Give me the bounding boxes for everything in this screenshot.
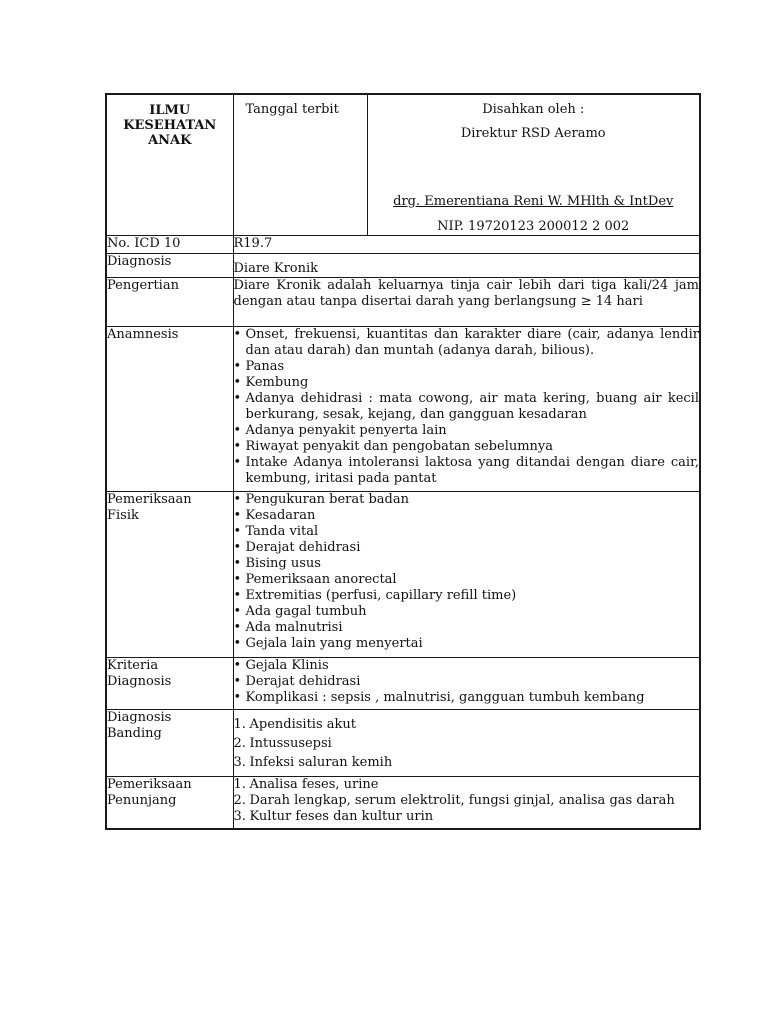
icd-value: R19.7 xyxy=(233,236,700,254)
pemeriksaan-penunjang-cell xyxy=(233,777,700,830)
diagnosis-banding-list xyxy=(234,717,700,771)
item-text: Apendisitis akut xyxy=(249,717,356,732)
list-item: • Extremitias (perfusi, capillary refill time) xyxy=(234,588,700,604)
list-item: • Ada gagal tumbuh xyxy=(234,604,700,620)
diagnosis-label: Diagnosis xyxy=(106,254,233,278)
approved-by-label: Disahkan oleh : xyxy=(482,102,585,117)
department-line: ILMU xyxy=(149,103,191,118)
list-item: • Ada malnutrisi xyxy=(234,620,700,636)
issue-date-cell xyxy=(233,94,367,236)
item-number: 2. xyxy=(233,793,246,808)
signer-nip: NIP. 19720123 200012 2 002 xyxy=(437,219,630,234)
list-item xyxy=(234,717,700,733)
list-item: • Komplikasi : sepsis , malnutrisi, gangguan tumbuh kembang xyxy=(234,690,700,706)
list-item xyxy=(234,793,700,809)
list-item: • Tanda vital xyxy=(234,524,700,540)
diagnosis-banding-label xyxy=(106,710,233,777)
approver-title: Direktur RSD Aeramo xyxy=(460,126,606,141)
pengertian-row xyxy=(106,278,700,327)
diagnosis-banding-cell xyxy=(233,710,700,777)
list-item: • Onset, frekuensi, kuantitas dan karakter diare (cair, adanya lendir dan atau darah) dan muntah (adanya darah, bilious). xyxy=(234,327,700,359)
anamnesis-label: Anamnesis xyxy=(106,327,233,492)
list-item: • Pengukuran berat badan xyxy=(234,492,700,508)
anamnesis-cell xyxy=(233,327,700,492)
icd-label: No. ICD 10 xyxy=(106,236,233,254)
clinical-guideline-table xyxy=(105,93,701,830)
diagnosis-value: Diare Kronik xyxy=(233,254,700,278)
pengertian-cell xyxy=(233,278,700,327)
list-item: • Pemeriksaan anorectal xyxy=(234,572,700,588)
department-title xyxy=(107,95,233,148)
list-item: • Bising usus xyxy=(234,556,700,572)
pemeriksaan-fisik-row xyxy=(106,492,700,658)
kriteria-diagnosis-label xyxy=(106,658,233,710)
list-item xyxy=(234,777,700,793)
item-number: 2. xyxy=(233,736,246,751)
pemeriksaan-penunjang-list xyxy=(234,777,700,825)
pengertian-label: Pengertian xyxy=(106,278,233,327)
approval-cell xyxy=(367,94,700,236)
item-number: 3. xyxy=(233,755,246,770)
list-item: • Riwayat penyakit dan pengobatan sebelumnya xyxy=(234,439,700,455)
anamnesis-list xyxy=(234,327,700,487)
list-item: • Adanya penyakit penyerta lain xyxy=(234,423,700,439)
list-item: • Gejala Klinis xyxy=(234,658,700,674)
anamnesis-row xyxy=(106,327,700,492)
item-text: Intussusepsi xyxy=(249,736,332,751)
approval-block xyxy=(368,95,700,235)
list-item: • Gejala lain yang menyertai xyxy=(234,636,700,652)
pemeriksaan-penunjang-label xyxy=(106,777,233,830)
item-number: 1. xyxy=(233,717,246,732)
label-line: Diagnosis xyxy=(107,710,172,725)
diagnosis-banding-row xyxy=(106,710,700,777)
kriteria-diagnosis-row xyxy=(106,658,700,710)
list-item: • Kembung xyxy=(234,375,700,391)
list-item: • Intake Adanya intoleransi laktosa yang ditandai dengan diare cair, kembung, iritasi pada pantat xyxy=(234,455,700,487)
header-row xyxy=(106,94,700,236)
diagnosis-row xyxy=(106,254,700,278)
list-item: • Panas xyxy=(234,359,700,375)
department-cell xyxy=(106,94,233,236)
item-number: 3. xyxy=(233,809,246,824)
label-line: Penunjang xyxy=(107,793,177,808)
list-item xyxy=(234,755,700,771)
item-text: Darah lengkap, serum elektrolit, fungsi ginjal, analisa gas darah xyxy=(249,793,675,808)
pemeriksaan-fisik-cell xyxy=(233,492,700,658)
pemeriksaan-fisik-label xyxy=(106,492,233,658)
list-item: • Derajat dehidrasi xyxy=(234,540,700,556)
issue-date-label: Tanggal terbit xyxy=(245,102,339,117)
label-line: Kriteria xyxy=(107,658,159,673)
item-text: Analisa feses, urine xyxy=(249,777,379,792)
department-line: KESEHATAN xyxy=(123,118,217,133)
list-item: • Derajat dehidrasi xyxy=(234,674,700,690)
icd-row xyxy=(106,236,700,254)
kriteria-diagnosis-cell xyxy=(233,658,700,710)
list-item: • Kesadaran xyxy=(234,508,700,524)
label-line: Diagnosis xyxy=(107,674,172,689)
label-line: Fisik xyxy=(107,508,139,523)
item-text: Infeksi saluran kemih xyxy=(249,755,393,770)
item-number: 1. xyxy=(233,777,246,792)
label-line: Pemeriksaan xyxy=(107,777,192,792)
pemeriksaan-fisik-list xyxy=(234,492,700,652)
department-line: ANAK xyxy=(148,133,192,148)
signer-name: drg. Emerentiana Reni W. MHlth & IntDev xyxy=(393,194,674,209)
list-item xyxy=(234,736,700,752)
list-item xyxy=(234,809,700,825)
pemeriksaan-penunjang-row xyxy=(106,777,700,830)
kriteria-diagnosis-list xyxy=(234,658,700,706)
item-text: Kultur feses dan kultur urin xyxy=(249,809,434,824)
label-line: Pemeriksaan xyxy=(107,492,192,507)
pengertian-text: Diare Kronik adalah keluarnya tinja cair lebih dari tiga kali/24 jam dengan atau tanpa disertai darah yang berlangsung ≥ 14 hari xyxy=(233,278,699,309)
label-line: Banding xyxy=(107,726,162,741)
list-item: • Adanya dehidrasi : mata cowong, air mata kering, buang air kecil berkurang, sesak, kejang, dan gangguan kesadaran xyxy=(234,391,700,423)
